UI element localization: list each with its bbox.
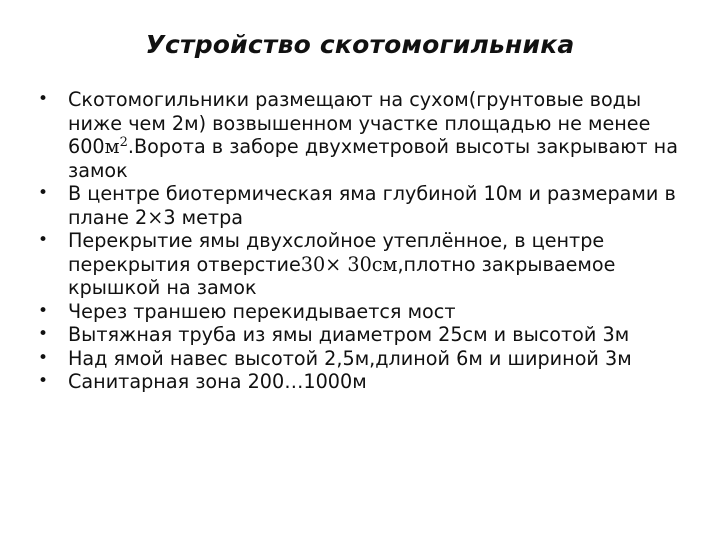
math-unit: м (104, 135, 120, 158)
bullet-dot-icon: • (38, 371, 49, 391)
slide-title: Устройство скотомогильника (145, 30, 575, 59)
bullet-dot-icon: • (38, 89, 49, 109)
bullet-text: Над ямой навес высотой 2,5м,длиной 6м и шириной 3м (68, 346, 632, 370)
bullet-text: Перекрытие ямы двухслойное утеплённое, в центре перекрытия отверстие (68, 229, 605, 276)
bullet-text: Скотомогильники размещают на сухом(грунтовые воды ниже чем 2м) возвышенном участке площадью не менее 600 (68, 88, 651, 158)
bullet-text-continued: .Ворота в заборе двухметровой высоты закрывают на замок (68, 135, 678, 182)
bullet-item-sanitary-zone (36, 370, 696, 394)
bullet-text: Через траншею перекидывается мост (68, 299, 456, 323)
bullet-item-pit (36, 182, 696, 229)
math-dimensions: 30× 30см (300, 252, 398, 276)
bullet-dot-icon: • (38, 324, 49, 344)
bullet-item-cover (36, 229, 696, 300)
bullet-item-location (36, 88, 696, 182)
bullet-list (36, 88, 696, 394)
bullet-text-continued: ,плотно закрываемое крышкой на замок (68, 252, 616, 299)
bullet-dot-icon: • (38, 230, 49, 250)
math-superscript: 2 (119, 135, 128, 150)
bullet-dot-icon: • (38, 183, 49, 203)
bullet-dot-icon: • (38, 347, 49, 368)
bullet-text: В центре биотермическая яма глубиной 10м и размерами в плане 2 (68, 182, 676, 229)
bullet-dot-icon: • (38, 300, 49, 321)
bullet-text: Санитарная зона 200…1000м (68, 370, 367, 393)
bullet-text-continued: 3 метра (163, 205, 244, 229)
bullet-item-bridge (36, 300, 696, 324)
bullet-item-exhaust-pipe (36, 323, 696, 347)
bullet-item-canopy (36, 347, 696, 371)
bullet-text: Вытяжная труба из ямы диаметром 25см и высотой 3м (68, 323, 630, 346)
math-times: × (147, 205, 164, 229)
